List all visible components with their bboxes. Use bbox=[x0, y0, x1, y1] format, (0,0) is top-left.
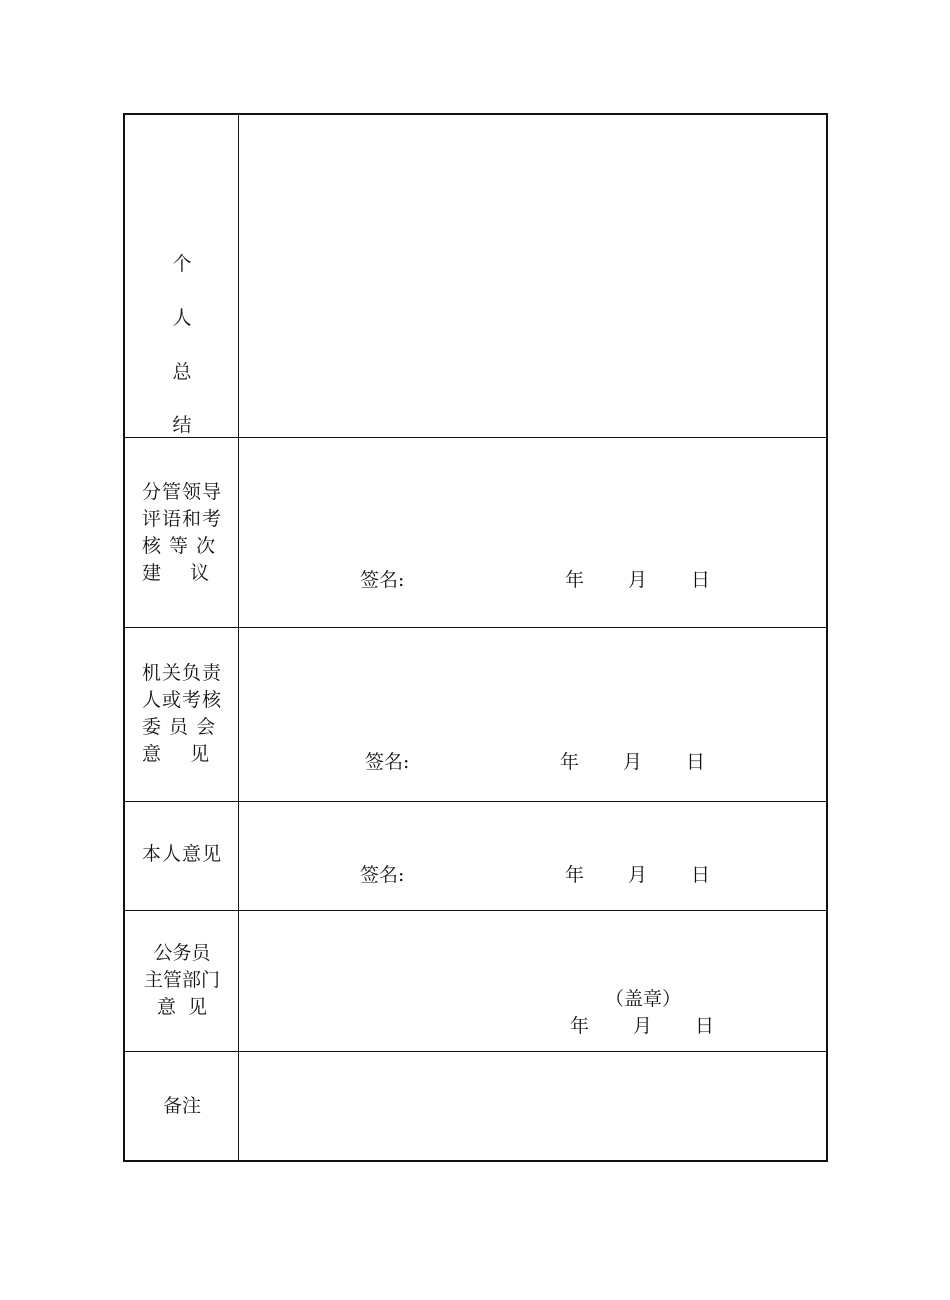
year-label: 年 bbox=[565, 864, 585, 886]
remarks-label: 备注 bbox=[162, 1095, 201, 1117]
leader-comment-row bbox=[125, 438, 826, 628]
seal-label: （盖章） bbox=[605, 988, 682, 1010]
assessment-form-table bbox=[123, 113, 828, 1162]
leader-comment-label-line: 核 等 次 bbox=[142, 535, 217, 557]
leader-comment-label-line: 建 议 bbox=[142, 562, 211, 584]
committee-opinion-label-line: 人或考核 bbox=[142, 689, 223, 711]
dept-opinion-row bbox=[125, 911, 826, 1052]
committee-opinion-label-cell bbox=[125, 628, 239, 801]
month-label: 月 bbox=[628, 864, 648, 886]
day-label: 日 bbox=[686, 751, 706, 773]
leader-comment-label-line: 评语和考 bbox=[142, 508, 223, 530]
self-opinion-content-field[interactable] bbox=[239, 802, 826, 910]
signature-label: 签名: bbox=[365, 751, 410, 773]
month-label: 月 bbox=[623, 751, 643, 773]
self-opinion-row bbox=[125, 802, 826, 911]
self-opinion-label-cell bbox=[125, 802, 239, 910]
month-label: 月 bbox=[633, 1015, 653, 1037]
day-label: 日 bbox=[695, 1015, 715, 1037]
self-opinion-label: 本人意见 bbox=[142, 843, 223, 865]
leader-comment-content-field[interactable] bbox=[239, 438, 826, 627]
personal-summary-row bbox=[125, 115, 826, 438]
day-label: 日 bbox=[691, 569, 711, 591]
remarks-row bbox=[125, 1052, 826, 1160]
committee-opinion-label-line: 意 见 bbox=[142, 743, 211, 765]
leader-comment-label-cell bbox=[125, 438, 239, 627]
dept-opinion-label-line: 公务员 bbox=[153, 942, 211, 964]
year-label: 年 bbox=[560, 751, 580, 773]
remarks-content-field[interactable] bbox=[239, 1052, 826, 1160]
dept-opinion-content-field[interactable] bbox=[239, 911, 826, 1051]
personal-summary-label-char: 结 bbox=[172, 414, 192, 436]
dept-opinion-label-line: 意 见 bbox=[156, 996, 208, 1018]
remarks-label-cell bbox=[125, 1052, 239, 1160]
personal-summary-content-field[interactable] bbox=[239, 115, 826, 437]
signature-label: 签名: bbox=[360, 864, 405, 886]
day-label: 日 bbox=[691, 864, 711, 886]
year-label: 年 bbox=[570, 1015, 590, 1037]
committee-opinion-row bbox=[125, 628, 826, 802]
committee-opinion-label-line: 机关负责 bbox=[142, 662, 223, 684]
leader-comment-label-line: 分管领导 bbox=[142, 481, 223, 503]
personal-summary-label-cell bbox=[125, 115, 239, 437]
month-label: 月 bbox=[628, 569, 648, 591]
year-label: 年 bbox=[565, 569, 585, 591]
dept-opinion-label-cell bbox=[125, 911, 239, 1051]
signature-label: 签名: bbox=[360, 569, 405, 591]
dept-opinion-label-line: 主管部门 bbox=[143, 969, 220, 991]
committee-opinion-content-field[interactable] bbox=[239, 628, 826, 801]
personal-summary-label-char: 个 bbox=[172, 253, 192, 275]
personal-summary-label-char: 人 bbox=[172, 307, 192, 329]
personal-summary-label-char: 总 bbox=[172, 361, 192, 383]
committee-opinion-label-line: 委 员 会 bbox=[142, 716, 217, 738]
